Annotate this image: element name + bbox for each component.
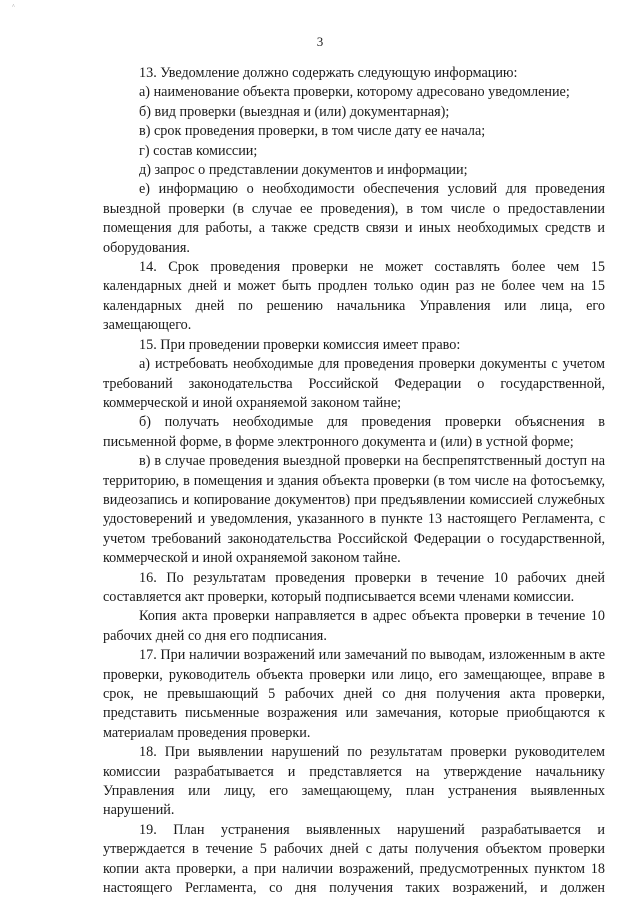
paragraph-13-d: д) запрос о представлении документов и информации;	[139, 162, 468, 179]
paragraph-13-e: е) информацию о необходимости обеспечения условий для проведения выездной проверки (в случае ее проведения), в том числе о предоставлении помещения для работы, а также средств связи и иных необходимых средств и оборудования.	[103, 181, 605, 256]
paragraph-13-g: г) состав комиссии;	[139, 142, 258, 159]
paragraph-18: 18. При выявлении нарушений по результатам проверки руководителем комиссии разрабатывается и представляется на утверждение начальнику Управления или лицу, его замещающему, план устранения выявленных нарушений.	[103, 744, 605, 819]
paragraph-16: 16. По результатам проведения проверки в течение 10 рабочих дней составляется акт проверки, который подписывается всеми членами комиссии.	[103, 569, 605, 605]
document-body	[103, 64, 605, 898]
paragraph-15-intro: 15. При проведении проверки комиссия имеет право:	[139, 336, 461, 353]
paragraph-15-b: б) получать необходимые для проведения проверки объяснения в письменной форме, в форме электронного документа и (или) в устной форме;	[103, 414, 605, 450]
paragraph-15-v: в) в случае проведения выездной проверки на беспрепятственный доступ на территорию, в помещения и здания объекта проверки (в том числе на фотосъемку, видеозапись и копирование документов) при предъявлении комиссией служебных удостоверений и уведомления, указанного в пункте 13 настоящего Регламента, с учетом требований законодательства Российской Федерации о государственной, коммерческой и иной охраняемой законом тайне.	[103, 453, 605, 567]
paragraph-16-copy: Копия акта проверки направляется в адрес объекта проверки в течение 10 рабочих дней со дня его подписания.	[103, 608, 605, 644]
paragraph-13-b: б) вид проверки (выездная и (или) документарная);	[139, 103, 450, 120]
paragraph-17: 17. При наличии возражений или замечаний по выводам, изложенным в акте проверки, руководитель объекта проверки или лицо, его замещающее, вправе в срок, не превышающий 5 рабочих дней со дня получения акта проверки, представить письменные возражения или замечания, которые приобщаются к материалам проведения проверки.	[103, 647, 605, 741]
paragraph-13-v: в) срок проведения проверки, в том числе дату ее начала;	[139, 123, 486, 140]
paragraph-13-a: а) наименование объекта проверки, которому адресовано уведомление;	[139, 84, 570, 101]
page-number: 3	[316, 34, 324, 49]
paragraph-15-a: а) истребовать необходимые для проведения проверки документы с учетом требований законодательства Российской Федерации о государственной, коммерческой и иной охраняемой законом тайне;	[103, 356, 605, 411]
scan-corner-mark: ^	[12, 4, 15, 10]
paragraph-13-intro: 13. Уведомление должно содержать следующую информацию:	[139, 65, 518, 81]
paragraph-14: 14. Срок проведения проверки не может составлять более чем 15 календарных дней и может быть продлен только один раз не более чем на 15 календарных дней по решению начальника Управления или лица, его замещающего.	[103, 259, 605, 334]
paragraph-19: 19. План устранения выявленных нарушений разрабатывается и утверждается в течение 5 рабочих дней с даты получения объектом проверки копии акта проверки, а при наличии возражений, предусмотренных пунктом 18 настоящего Регламента, со дня получения таких возражений, и должен	[103, 821, 605, 897]
